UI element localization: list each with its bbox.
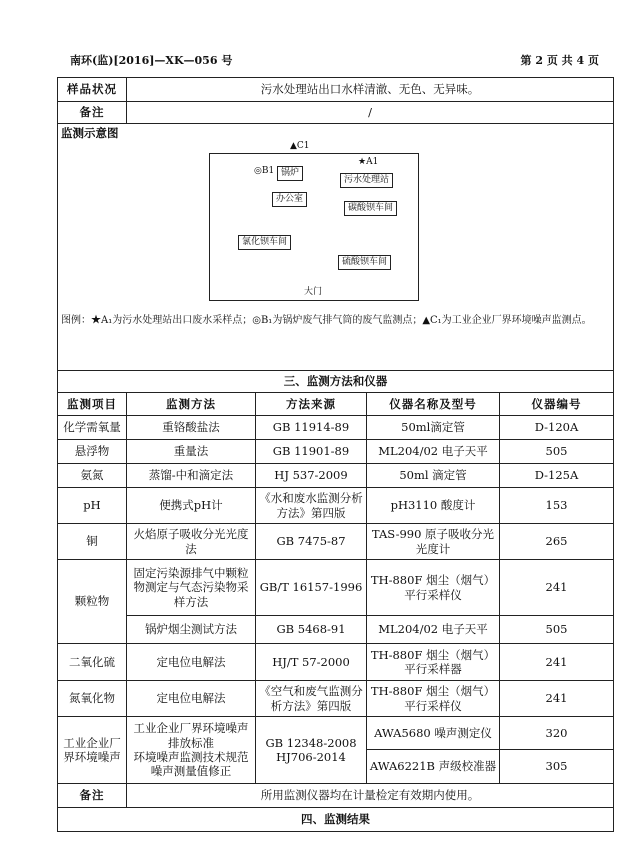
header-source: 方法来源: [256, 393, 367, 416]
method-cell: 重铬酸盐法: [127, 416, 256, 440]
code-cell: 153: [500, 488, 614, 524]
noise-code1-cell: 320: [500, 717, 614, 750]
instrument-cell: ML204/02 电子天平: [367, 440, 500, 464]
table-row: [58, 440, 614, 464]
remark2-label: 备注: [58, 784, 127, 808]
point-b1-marker: ◎B1: [254, 166, 275, 176]
noise-item-cell: 工业企业厂界环境噪声: [58, 717, 127, 784]
section4-title: 四、监测结果: [58, 808, 614, 832]
code-cell: 241: [500, 644, 614, 681]
page-info: 第 2 页 共 4 页: [520, 54, 599, 67]
item-cell: 悬浮物: [58, 440, 127, 464]
method-cell: 定电位电解法: [127, 681, 256, 717]
noise-method1: 工业企业厂界环境噪声排放标准: [133, 721, 249, 750]
sample-label: 样品状况: [58, 78, 127, 102]
instrument-cell: TH-880F 烟尘（烟气）平行采样仪: [367, 681, 500, 717]
code-cell: D-120A: [500, 416, 614, 440]
sample-row: [58, 78, 614, 102]
table-row: [58, 416, 614, 440]
item-cell: 化学需氧量: [58, 416, 127, 440]
code-cell: D-125A: [500, 464, 614, 488]
barium-carbonate-workshop-box: 碳酸钡车间: [344, 201, 397, 216]
source-cell: 《水和废水监测分析方法》第四版: [256, 488, 367, 524]
code-cell: 241: [500, 681, 614, 717]
particulate-instrument2-cell: ML204/02 电子天平: [367, 616, 500, 644]
factory-site-outline: [209, 153, 419, 301]
particulate-code2-cell: 505: [500, 616, 614, 644]
particulate-item-cell: 颗粒物: [58, 560, 127, 644]
source-cell: HJ/T 57-2000: [256, 644, 367, 681]
item-cell: 铜: [58, 524, 127, 560]
barium-sulfate-workshop-box: 硫酸钡车间: [338, 255, 391, 270]
table-header-row: [58, 393, 614, 416]
particulate-source1-cell: GB/T 16157-1996: [256, 560, 367, 616]
item-cell: 氮氧化物: [58, 681, 127, 717]
particulate-row-2: [58, 616, 614, 644]
noise-method-cell: [127, 717, 256, 784]
noise-source2: HJ706-2014: [276, 750, 346, 764]
remark-row-bottom: [58, 784, 614, 808]
point-c1-marker: ▲C1: [290, 141, 310, 151]
instrument-cell: 50ml滴定管: [367, 416, 500, 440]
header-instrument: 仪器名称及型号: [367, 393, 500, 416]
gate-label: 大门: [304, 287, 323, 297]
item-cell: 二氧化硫: [58, 644, 127, 681]
diagram-legend: 图例：★A₁为污水处理站出口废水采样点；◎B₁为锅炉废气排气筒的废气监测点；▲C₁为工业企业厂界环境噪声监测点。: [61, 315, 592, 326]
sample-value: 污水处理站出口水样清澈、无色、无异味。: [127, 78, 614, 102]
point-a1-marker: ★A1: [358, 157, 379, 167]
method-cell: 便携式pH计: [127, 488, 256, 524]
particulate-method2-cell: 锅炉烟尘测试方法: [127, 616, 256, 644]
remark2-value: 所用监测仪器均在计量检定有效期内使用。: [127, 784, 614, 808]
code-cell: 505: [500, 440, 614, 464]
particulate-instrument1-cell: TH-880F 烟尘（烟气）平行采样仪: [367, 560, 500, 616]
noise-code2-cell: 305: [500, 750, 614, 784]
remark-label: 备注: [58, 102, 127, 124]
nox-row: [58, 681, 614, 717]
header-code: 仪器编号: [500, 393, 614, 416]
method-cell: 重量法: [127, 440, 256, 464]
item-cell: 氨氮: [58, 464, 127, 488]
source-cell: HJ 537-2009: [256, 464, 367, 488]
code-cell: 265: [500, 524, 614, 560]
particulate-source2-cell: GB 5468-91: [256, 616, 367, 644]
section4-row: [58, 808, 614, 832]
instrument-cell: pH3110 酸度计: [367, 488, 500, 524]
source-cell: GB 11914-89: [256, 416, 367, 440]
boiler-box: 锅炉: [277, 166, 303, 181]
table-row: [58, 464, 614, 488]
report-table: [57, 77, 614, 832]
instrument-cell: TH-880F 烟尘（烟气）平行采样器: [367, 644, 500, 681]
noise-source-cell: [256, 717, 367, 784]
method-cell: 蒸馏-中和滴定法: [127, 464, 256, 488]
diagram-row: [58, 124, 614, 371]
noise-method2: 环境噪声监测技术规范噪声测量值修正: [133, 750, 249, 779]
source-cell: GB 7475-87: [256, 524, 367, 560]
instrument-cell: 50ml 滴定管: [367, 464, 500, 488]
particulate-method1-cell: 固定污染源排气中颗粒物测定与气态污染物采样方法: [127, 560, 256, 616]
instrument-cell: TAS-990 原子吸收分光光度计: [367, 524, 500, 560]
monitoring-diagram: [58, 124, 613, 370]
method-cell: 火焰原子吸收分光光度法: [127, 524, 256, 560]
noise-row-1: [58, 717, 614, 750]
remark-value: /: [127, 102, 614, 124]
section3-row: [58, 371, 614, 393]
noise-instrument2-cell: AWA6221B 声级校准器: [367, 750, 500, 784]
particulate-code1-cell: 241: [500, 560, 614, 616]
so2-row: [58, 644, 614, 681]
source-cell: GB 11901-89: [256, 440, 367, 464]
method-cell: 定电位电解法: [127, 644, 256, 681]
remark-row-top: [58, 102, 614, 124]
particulate-row-1: [58, 560, 614, 616]
sewage-station-box: 污水处理站: [340, 173, 393, 188]
table-row: [58, 488, 614, 524]
header-item: 监测项目: [58, 393, 127, 416]
noise-instrument1-cell: AWA5680 噪声测定仪: [367, 717, 500, 750]
source-cell: 《空气和废气监测分析方法》第四版: [256, 681, 367, 717]
office-box: 办公室: [272, 192, 307, 207]
barium-chloride-workshop-box: 氯化钡车间: [238, 235, 291, 250]
document-number: 南环(监)[2016]—XK—056 号: [70, 54, 233, 67]
item-cell: pH: [58, 488, 127, 524]
diagram-title: 监测示意图: [61, 126, 119, 140]
header-method: 监测方法: [127, 393, 256, 416]
table-row: [58, 524, 614, 560]
noise-source1: GB 12348-2008: [265, 735, 357, 750]
section3-title: 三、监测方法和仪器: [58, 371, 614, 393]
